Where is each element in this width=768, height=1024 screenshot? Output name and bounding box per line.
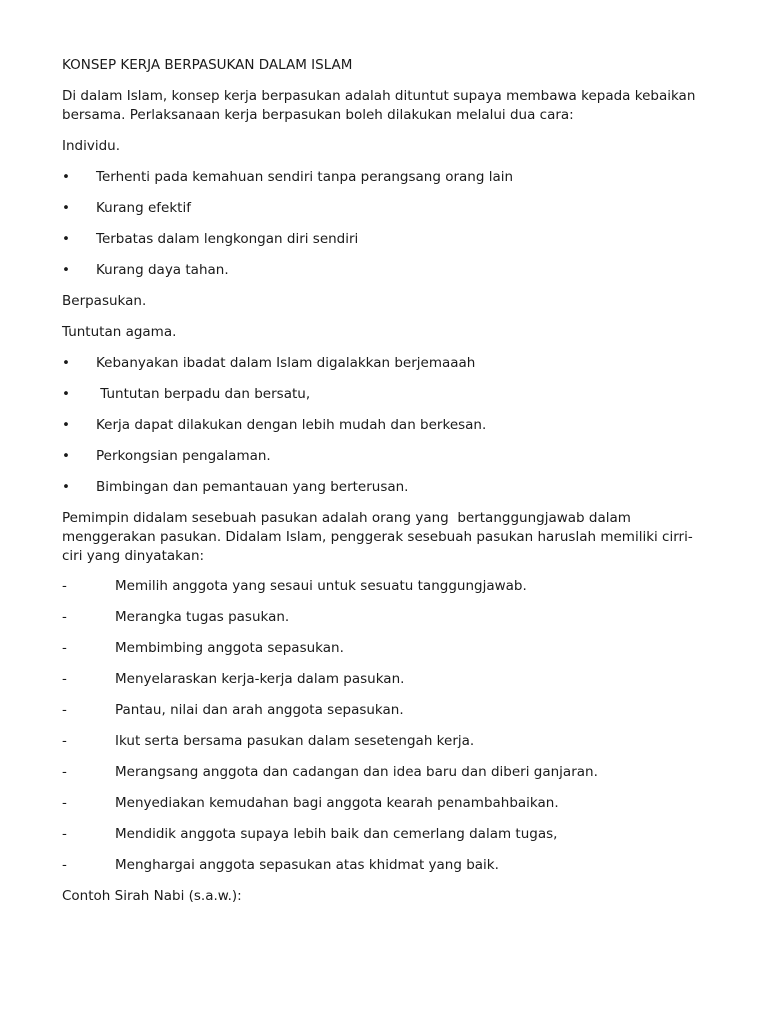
list-item-text: Perkongsian pengalaman. — [96, 448, 271, 464]
list-item-text: Pantau, nilai dan arah anggota sepasukan. — [115, 702, 404, 718]
dash-icon: - — [62, 671, 67, 687]
dash-icon: - — [62, 609, 67, 625]
pemimpin-list-item — [62, 856, 722, 875]
list-item-text: Tuntutan berpadu dan bersatu, — [96, 386, 311, 402]
tuntutan-list-item — [62, 447, 722, 466]
list-item-text: Terbatas dalam lengkongan diri sendiri — [96, 231, 359, 247]
intro-line: Di dalam Islam, konsep kerja berpasukan adalah dituntut supaya membawa kepada kebaikan — [62, 88, 696, 104]
list-item-text: Merangka tugas pasukan. — [115, 609, 290, 625]
individu-list-item — [62, 168, 722, 187]
dash-icon: - — [62, 857, 67, 873]
list-item-text: Menyelaraskan kerja-kerja dalam pasukan. — [115, 671, 405, 687]
individu-list-item — [62, 199, 722, 218]
dash-icon: - — [62, 578, 67, 594]
pemimpin-line: ciri yang dinyatakan: — [62, 548, 205, 564]
list-item-text: Kurang daya tahan. — [96, 262, 229, 278]
dash-icon: - — [62, 795, 67, 811]
list-item-text: Kerja dapat dilakukan dengan lebih mudah dan berkesan. — [96, 417, 487, 433]
tuntutan-list-item — [62, 385, 722, 404]
list-item-text: Mendidik anggota supaya lebih baik dan cemerlang dalam tugas, — [115, 826, 558, 842]
bullet-icon: • — [62, 417, 70, 433]
pemimpin-list-item — [62, 670, 722, 689]
bullet-icon: • — [62, 479, 70, 495]
pemimpin-line: Pemimpin didalam sesebuah pasukan adalah orang yang bertanggungjawab dalam — [62, 510, 631, 526]
list-item-text: Kurang efektif — [96, 200, 191, 216]
tuntutan-heading: Tuntutan agama. — [62, 324, 177, 340]
bullet-icon: • — [62, 200, 70, 216]
list-item-text: Bimbingan dan pemantauan yang berterusan. — [96, 479, 409, 495]
dash-icon: - — [62, 702, 67, 718]
pemimpin-list-item — [62, 825, 722, 844]
pemimpin-list-item — [62, 577, 722, 596]
pemimpin-list-item — [62, 701, 722, 720]
pemimpin-list-item — [62, 763, 722, 782]
bullet-icon: • — [62, 355, 70, 371]
individu-list-item — [62, 261, 722, 280]
bullet-icon: • — [62, 169, 70, 185]
dash-icon: - — [62, 733, 67, 749]
list-item-text: Kebanyakan ibadat dalam Islam digalakkan berjemaaah — [96, 355, 476, 371]
dash-icon: - — [62, 826, 67, 842]
bullet-icon: • — [62, 231, 70, 247]
dash-icon: - — [62, 764, 67, 780]
list-item-text: Menyediakan kemudahan bagi anggota kearah penambahbaikan. — [115, 795, 559, 811]
bullet-icon: • — [62, 386, 70, 402]
document-page — [62, 56, 722, 918]
pemimpin-list-item — [62, 732, 722, 751]
list-item-text: Terhenti pada kemahuan sendiri tanpa perangsang orang lain — [96, 169, 514, 185]
tuntutan-list-item — [62, 478, 722, 497]
tuntutan-list-item — [62, 354, 722, 373]
bullet-icon: • — [62, 448, 70, 464]
list-item-text: Ikut serta bersama pasukan dalam sesetengah kerja. — [115, 733, 475, 749]
list-item-text: Merangsang anggota dan cadangan dan idea baru dan diberi ganjaran. — [115, 764, 598, 780]
individu-list-item — [62, 230, 722, 249]
dash-icon: - — [62, 640, 67, 656]
document-title: KONSEP KERJA BERPASUKAN DALAM ISLAM — [62, 57, 353, 73]
list-item-text: Menghargai anggota sepasukan atas khidmat yang baik. — [115, 857, 499, 873]
list-item-text: Memilih anggota yang sesaui untuk sesuatu tanggungjawab. — [115, 578, 527, 594]
pemimpin-paragraph — [62, 509, 722, 566]
intro-line: bersama. Perlaksanaan kerja berpasukan boleh dilakukan melalui dua cara: — [62, 107, 574, 123]
tuntutan-list-item — [62, 416, 722, 435]
pemimpin-list-item — [62, 639, 722, 658]
berpasukan-heading: Berpasukan. — [62, 293, 147, 309]
pemimpin-list-item — [62, 608, 722, 627]
intro-paragraph — [62, 87, 722, 125]
bullet-icon: • — [62, 262, 70, 278]
list-item-text: Membimbing anggota sepasukan. — [115, 640, 344, 656]
pemimpin-list-item — [62, 794, 722, 813]
pemimpin-line: menggerakan pasukan. Didalam Islam, penggerak sesebuah pasukan haruslah memiliki cirri- — [62, 529, 693, 545]
closing-line: Contoh Sirah Nabi (s.a.w.): — [62, 888, 242, 904]
individu-heading: Individu. — [62, 138, 121, 154]
